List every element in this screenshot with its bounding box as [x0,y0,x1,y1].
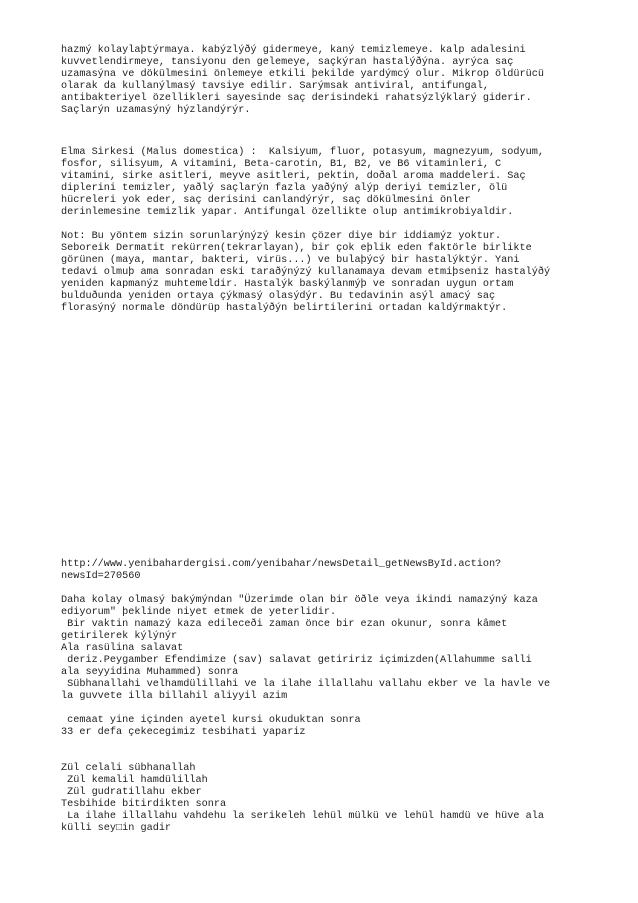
paragraph-sarimsak-benefits: hazmý kolaylaþtýrmaya. kabýzlýðý gidermeye, kaný temizlemeye. kalp adalesini kuvvetlendirmeye, tansiyonu den gelemeye, saçkýran hastalýðýna. ayrýca saç uzamasýna ve dökülmesini önlemeye etkili þekilde yardýmcý olur. Mikrop öldürücü olarak da kullanýlmasý tavsiye edilir. Sarýmsak antiviral, antifungal, antibakteriyel özellikleri sayesinde saç derisindeki rahatsýzlýklarý giderir. Saçlarýn uzamasýný hýzlandýrýr. [61,45,544,116]
paragraph-note-seboreik: Not: Bu yöntem sizin sorunlarýnýzý kesin çözer diye bir iddiamýz yoktur. Seboreik Dermatit rekürren(tekrarlayan), bir çok eþlik eden faktörle birlikte görünen (maya, mantar, bakteri, virüs...) ve bulaþýcý bir hastalýktýr. Yani tedavi olmuþ ama sonradan eski tarаðýnýzý kullanamaya devam etmiþseniz hastalýðý yeniden kapmanýz muhtemeldir. Hastalýk baskýlanmýþ ve sonradan uygun ortam bulduðunda yeniden ortaya çýkmasý olasýdýr. Bu tedavinin asýl amacý saç florasýný normale döndürüp hastalýðýn belirtilerini ortadan kaldýrmaktýr. [61,231,551,314]
paragraph-tesbihat-intro: cemaat yine içinden ayetel kursi okuduktan sonra 33 er defa çekecegimiz tesbihati yapariz [61,715,361,738]
paragraph-tesbihat: Zül celali sübhanallah Zül kemalil hamdülillah Zül gudratillahu ekber Tesbihide bitirdikten sonra La ilahe illallahu vahdehu la serikeleh lehül mülkü ve lehül hamdü ve hüve ala külli sey□in gadir [61,763,544,834]
source-url: http://www.yenibahardergisi.com/yenibahar/newsDetail_getNewsById.action? newsId=270560 [61,559,502,582]
paragraph-elma-sirkesi: Elma Sirkesi (Malus domestica) : Kalsiyum, fluor, potasyum, magnezyum, sodyum, fosfor, silisyum, A vitamini, Beta-carotin, B1, B2, ve B6 vitaminleri, C vitamini, sirke asitleri, meyve asitleri, pektin, doðal aroma maddeleri. Saç diplerini temizler, yaðlý saçlarýn fazla yaðýný alýp deriyi temizler, ölü hücreleri yok eder, saç derisini canlandýrýr, saç dökülmesini önler derinlemesine temizlik yapar. Antifungal özellikte olup antimikrobiyaldir. [61,147,544,218]
paragraph-kaza-namazi: Daha kolay olmasý bakýmýndan "Üzerimde olan bir öðle veya ikindi namazýný kaza ediyorum" þeklinde niyet etmek de yeterlidir. Bir vaktin namazý kaza edileceði zaman önce bir ezan okunur, sonra kâmet getirilerek kýlýnýr Ala rasülina salavat deriz.Peygamber Efendimize (sav) salavat getiririz içimizden(Allahumme salli ala seyyidina Muhammed) sonra Sübhanallahi velhamdülillahi ve la ilahe illallahu vallahu ekber ve la havle ve la guvvete illa billahil aliyyil azim [61,595,551,702]
